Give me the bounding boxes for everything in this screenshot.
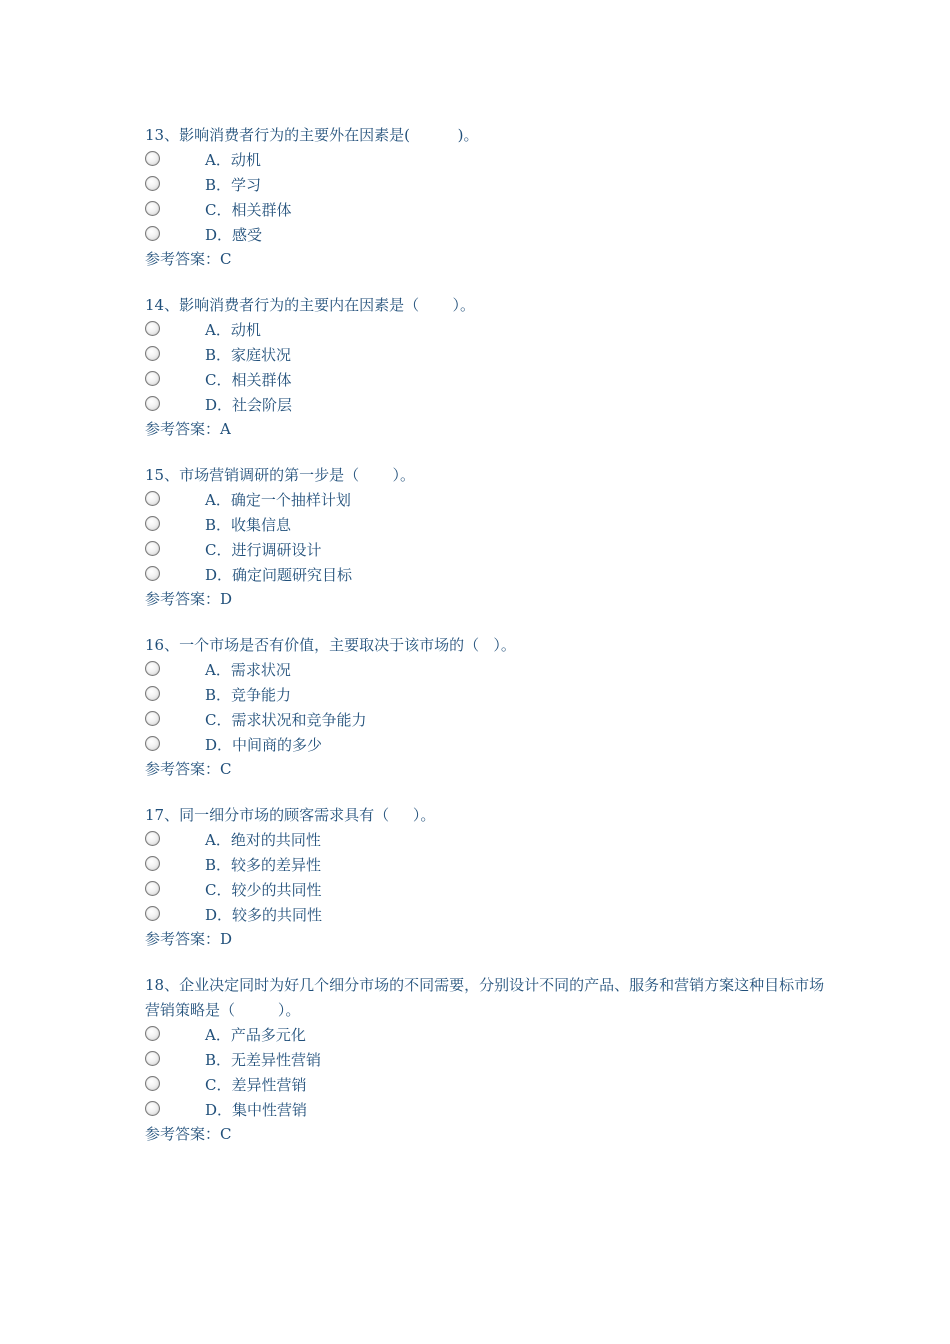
- option-c[interactable]: [145, 1073, 825, 1098]
- radio-button[interactable]: [145, 491, 160, 506]
- option-label: B．无差异性营销: [205, 1051, 322, 1069]
- reference-answer: 参考答案：C: [145, 250, 232, 268]
- question-text: 15、市场营销调研的第一步是（ ）。: [145, 466, 415, 484]
- question-14: [145, 293, 825, 440]
- radio-button[interactable]: [145, 396, 160, 411]
- option-c[interactable]: [145, 368, 825, 393]
- option-label: B．竞争能力: [205, 686, 292, 704]
- radio-button[interactable]: [145, 906, 160, 921]
- reference-answer: 参考答案：C: [145, 1125, 232, 1143]
- question-text: 17、同一细分市场的顾客需求具有（ ）。: [145, 806, 436, 824]
- option-label: A．动机: [205, 151, 261, 169]
- option-b[interactable]: [145, 853, 825, 878]
- option-d[interactable]: [145, 903, 825, 928]
- option-label: B．家庭状况: [205, 346, 292, 364]
- radio-button[interactable]: [145, 151, 160, 166]
- option-a[interactable]: [145, 658, 825, 683]
- radio-button[interactable]: [145, 686, 160, 701]
- radio-button[interactable]: [145, 516, 160, 531]
- option-label: C．进行调研设计: [205, 541, 322, 559]
- option-c[interactable]: [145, 198, 825, 223]
- question-text: 18、企业决定同时为好几个细分市场的不同需要，分别设计不同的产品、服务和营销方案这种目标市场营销策略是（ ）。: [145, 976, 825, 1019]
- radio-button[interactable]: [145, 856, 160, 871]
- question-16: [145, 633, 825, 780]
- radio-button[interactable]: [145, 566, 160, 581]
- radio-button[interactable]: [145, 661, 160, 676]
- radio-button[interactable]: [145, 711, 160, 726]
- question-13: [145, 123, 825, 270]
- radio-button[interactable]: [145, 201, 160, 216]
- radio-button[interactable]: [145, 371, 160, 386]
- question-text: 13、影响消费者行为的主要外在因素是( )。: [145, 126, 479, 144]
- option-label: C．差异性营销: [205, 1076, 307, 1094]
- question-list: [145, 123, 825, 1168]
- radio-button[interactable]: [145, 736, 160, 751]
- radio-button[interactable]: [145, 226, 160, 241]
- option-label: C．较少的共同性: [205, 881, 322, 899]
- option-d[interactable]: [145, 733, 825, 758]
- question-text: 14、影响消费者行为的主要内在因素是（ ）。: [145, 296, 475, 314]
- radio-button[interactable]: [145, 176, 160, 191]
- option-label: D．中间商的多少: [205, 736, 323, 754]
- option-d[interactable]: [145, 393, 825, 418]
- option-a[interactable]: [145, 828, 825, 853]
- option-label: D．社会阶层: [205, 396, 293, 414]
- option-label: D．集中性营销: [205, 1101, 308, 1119]
- option-label: D．确定问题研究目标: [205, 566, 353, 584]
- option-label: C．需求状况和竞争能力: [205, 711, 367, 729]
- option-b[interactable]: [145, 683, 825, 708]
- radio-button[interactable]: [145, 1101, 160, 1116]
- reference-answer: 参考答案：A: [145, 420, 231, 438]
- radio-button[interactable]: [145, 1026, 160, 1041]
- radio-button[interactable]: [145, 1051, 160, 1066]
- option-a[interactable]: [145, 148, 825, 173]
- option-a[interactable]: [145, 488, 825, 513]
- radio-button[interactable]: [145, 1076, 160, 1091]
- option-label: A．动机: [205, 321, 261, 339]
- option-d[interactable]: [145, 223, 825, 248]
- option-label: B．学习: [205, 176, 262, 194]
- radio-button[interactable]: [145, 541, 160, 556]
- option-d[interactable]: [145, 563, 825, 588]
- radio-button[interactable]: [145, 831, 160, 846]
- option-label: A．需求状况: [205, 661, 291, 679]
- option-b[interactable]: [145, 173, 825, 198]
- option-a[interactable]: [145, 318, 825, 343]
- option-b[interactable]: [145, 343, 825, 368]
- option-b[interactable]: [145, 513, 825, 538]
- option-d[interactable]: [145, 1098, 825, 1123]
- reference-answer: 参考答案：D: [145, 590, 233, 608]
- option-a[interactable]: [145, 1023, 825, 1048]
- option-c[interactable]: [145, 538, 825, 563]
- option-label: D．较多的共同性: [205, 906, 323, 924]
- reference-answer: 参考答案：D: [145, 930, 233, 948]
- question-18: [145, 973, 825, 1145]
- question-17: [145, 803, 825, 950]
- question-15: [145, 463, 825, 610]
- option-c[interactable]: [145, 878, 825, 903]
- option-label: A．产品多元化: [205, 1026, 306, 1044]
- option-c[interactable]: [145, 708, 825, 733]
- radio-button[interactable]: [145, 881, 160, 896]
- option-label: C．相关群体: [205, 371, 292, 389]
- option-label: D．感受: [205, 226, 263, 244]
- option-label: A．绝对的共同性: [205, 831, 321, 849]
- radio-button[interactable]: [145, 346, 160, 361]
- option-label: A．确定一个抽样计划: [205, 491, 351, 509]
- reference-answer: 参考答案：C: [145, 760, 232, 778]
- option-label: B．较多的差异性: [205, 856, 322, 874]
- option-label: C．相关群体: [205, 201, 292, 219]
- option-label: B．收集信息: [205, 516, 292, 534]
- radio-button[interactable]: [145, 321, 160, 336]
- question-text: 16、一个市场是否有价值，主要取决于该市场的（ ）。: [145, 636, 516, 654]
- option-b[interactable]: [145, 1048, 825, 1073]
